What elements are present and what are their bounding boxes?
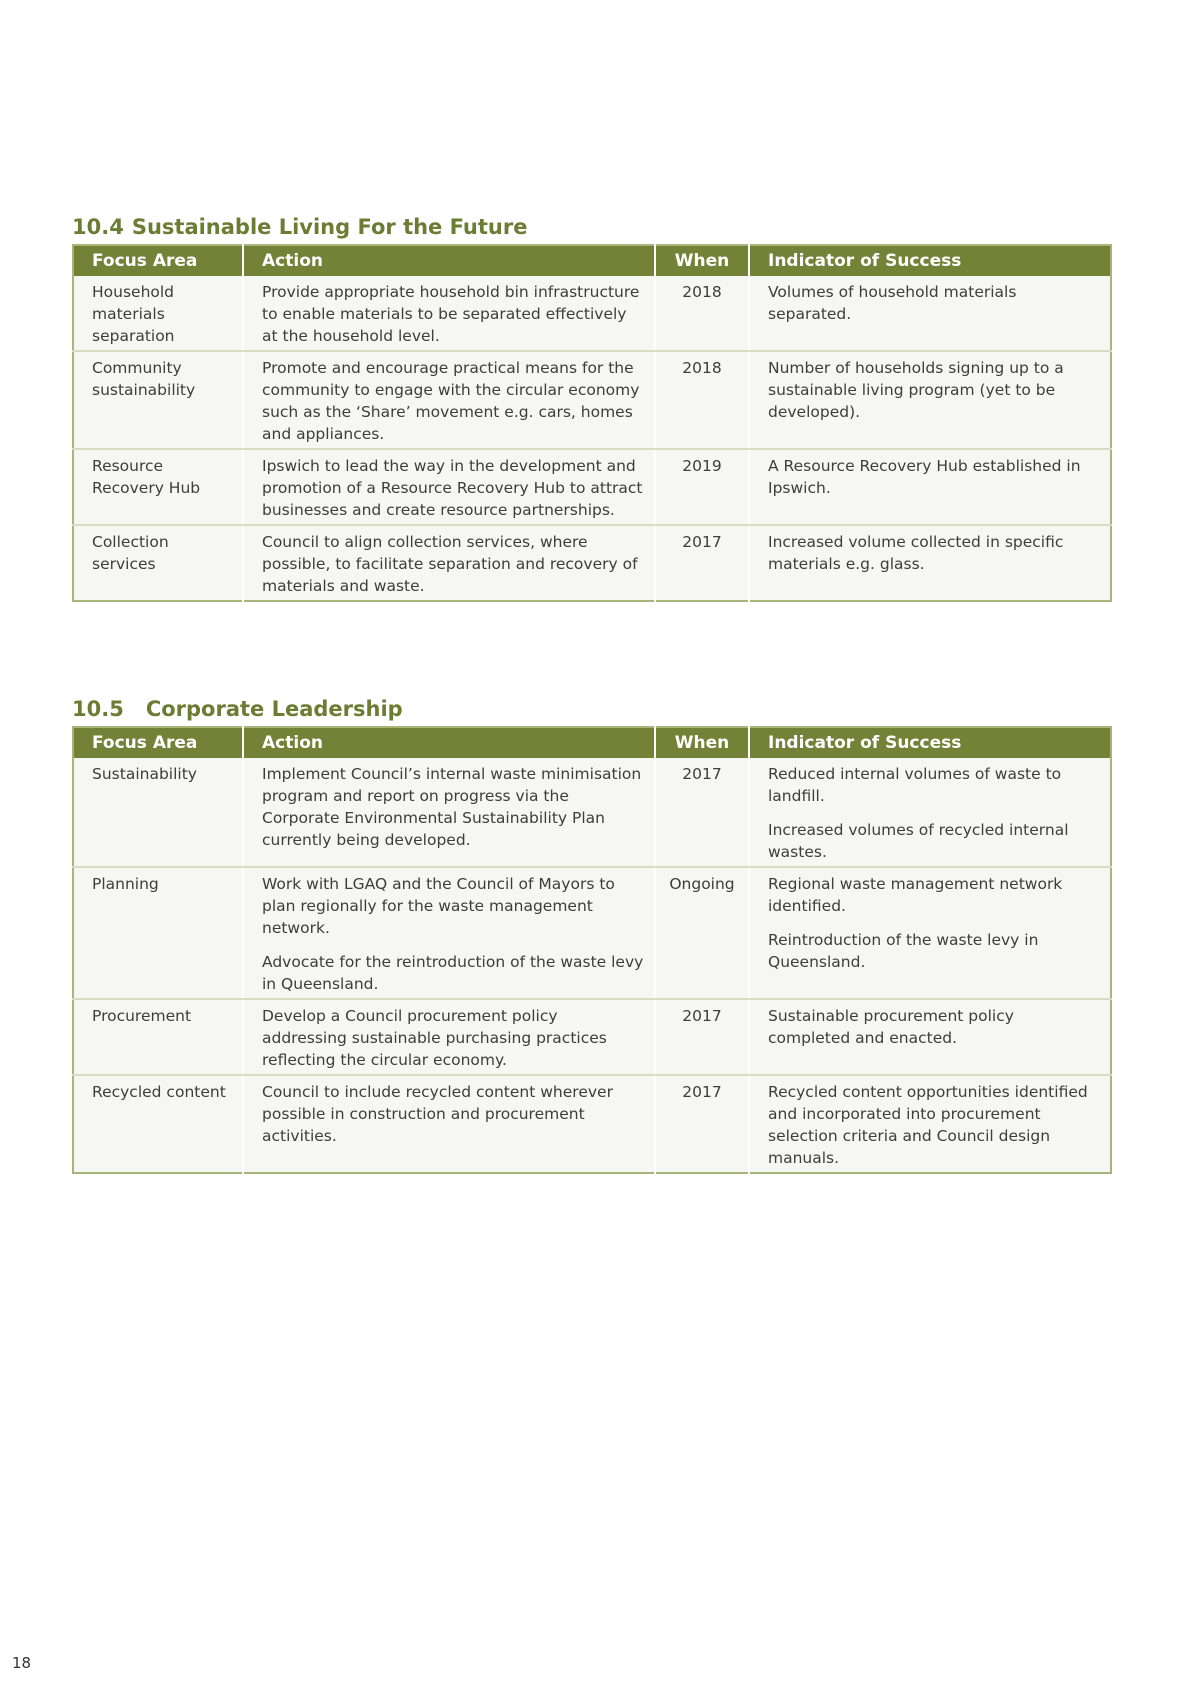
action-text: Council to include recycled content wherever possible in construction and procurement activities. [262, 1083, 613, 1145]
cell-action [243, 758, 655, 867]
action-table [72, 726, 1112, 1174]
section-number: 10.5 [72, 697, 124, 721]
indicator-text: A Resource Recovery Hub established in Ipswich. [768, 457, 1081, 497]
indicator-text: Recycled content opportunities identified and incorporated into procurement selection criteria and Council design manuals. [768, 1083, 1088, 1167]
cell-focus-area: Resource Recovery Hub [73, 449, 243, 525]
cell-indicator [749, 999, 1111, 1075]
header-when: When [655, 245, 749, 276]
section-heading: Corporate Leadership [145, 697, 403, 721]
section-title [72, 696, 1110, 726]
cell-when: 2017 [655, 758, 749, 867]
cell-when: 2018 [655, 351, 749, 449]
header-indicator: Indicator of Success [749, 245, 1111, 276]
header-action: Action [243, 245, 655, 276]
cell-focus-area: Recycled content [73, 1075, 243, 1173]
cell-when: 2017 [655, 999, 749, 1075]
cell-focus-area: Household materials separation [73, 276, 243, 351]
section-title [72, 214, 1110, 244]
action-text: Implement Council’s internal waste minimisation program and report on progress via the Corporate Environmental Sustainability Plan currently being developed. [262, 765, 642, 849]
indicator-text: Increased volumes of recycled internal wastes. [768, 821, 1069, 861]
cell-focus-area: Sustainability [73, 758, 243, 867]
cell-indicator [749, 525, 1111, 601]
section-number: 10.4 [72, 215, 124, 239]
cell-focus-area: Collection services [73, 525, 243, 601]
cell-action [243, 276, 655, 351]
table-row [73, 867, 1111, 999]
cell-action [243, 1075, 655, 1173]
header-focus-area: Focus Area [73, 245, 243, 276]
action-text: Council to align collection services, where possible, to facilitate separation and recovery of materials and waste. [262, 533, 638, 595]
indicator-text: Sustainable procurement policy completed and enacted. [768, 1007, 1014, 1047]
cell-indicator [749, 276, 1111, 351]
indicator-text: Increased volume collected in specific materials e.g. glass. [768, 533, 1064, 573]
indicator-text: Regional waste management network identified. [768, 875, 1063, 915]
header-indicator: Indicator of Success [749, 727, 1111, 758]
page-number: 18 [12, 1654, 32, 1672]
section-heading: Sustainable Living For the Future [131, 215, 528, 239]
action-text: Develop a Council procurement policy addressing sustainable purchasing practices reflecting the circular economy. [262, 1007, 607, 1069]
indicator-text: Reduced internal volumes of waste to landfill. [768, 765, 1062, 805]
section-sustainable-living [72, 214, 1110, 602]
table-row [73, 758, 1111, 867]
action-table [72, 244, 1112, 602]
action-text: Work with LGAQ and the Council of Mayors to plan regionally for the waste management network. [262, 875, 615, 937]
cell-indicator [749, 351, 1111, 449]
action-text: Advocate for the reintroduction of the waste levy in Queensland. [262, 953, 644, 993]
cell-action [243, 351, 655, 449]
header-when: When [655, 727, 749, 758]
cell-action [243, 999, 655, 1075]
header-focus-area: Focus Area [73, 727, 243, 758]
section-corporate-leadership [72, 696, 1110, 1174]
cell-action [243, 525, 655, 601]
cell-when: Ongoing [655, 867, 749, 999]
action-text: Ipswich to lead the way in the development and promotion of a Resource Recovery Hub to attract businesses and create resource partnerships. [262, 457, 643, 519]
cell-when: 2017 [655, 1075, 749, 1173]
cell-indicator [749, 449, 1111, 525]
cell-when: 2018 [655, 276, 749, 351]
table-header-row [73, 245, 1111, 276]
table-row [73, 525, 1111, 601]
cell-when: 2017 [655, 525, 749, 601]
cell-indicator [749, 1075, 1111, 1173]
table-row [73, 351, 1111, 449]
table-row [73, 1075, 1111, 1173]
cell-action [243, 867, 655, 999]
action-text: Provide appropriate household bin infrastructure to enable materials to be separated effectively at the household level. [262, 283, 640, 345]
indicator-text: Reintroduction of the waste levy in Queensland. [768, 931, 1039, 971]
cell-action [243, 449, 655, 525]
table-row [73, 276, 1111, 351]
indicator-text: Number of households signing up to a sustainable living program (yet to be developed). [768, 359, 1064, 421]
table-row [73, 999, 1111, 1075]
cell-focus-area: Procurement [73, 999, 243, 1075]
cell-when: 2019 [655, 449, 749, 525]
table-row [73, 449, 1111, 525]
cell-focus-area: Community sustainability [73, 351, 243, 449]
cell-indicator [749, 867, 1111, 999]
indicator-text: Volumes of household materials separated. [768, 283, 1017, 323]
cell-indicator [749, 758, 1111, 867]
header-action: Action [243, 727, 655, 758]
cell-focus-area: Planning [73, 867, 243, 999]
action-text: Promote and encourage practical means for the community to engage with the circular economy such as the ‘Share’ movement e.g. cars, homes and appliances. [262, 359, 640, 443]
table-header-row [73, 727, 1111, 758]
